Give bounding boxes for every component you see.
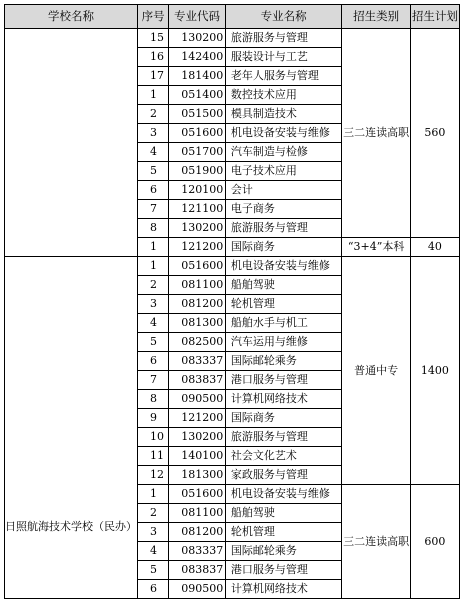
- major-name: 模具制造技术: [225, 105, 342, 124]
- header-row: [5, 5, 460, 29]
- row-index: 8: [138, 219, 169, 238]
- row-index: 4: [138, 542, 169, 561]
- row-index: 15: [138, 29, 169, 48]
- major-code: 181400: [169, 67, 226, 86]
- major-code: 082500: [169, 333, 226, 352]
- major-code: 051500: [169, 105, 226, 124]
- major-code: 081100: [169, 276, 226, 295]
- major-name: 数控技术应用: [225, 86, 342, 105]
- major-code: 051600: [169, 257, 226, 276]
- category-cell: 普通中专: [342, 257, 410, 485]
- major-name: 船舶驾驶: [225, 504, 342, 523]
- major-name: 汽车制造与检修: [225, 143, 342, 162]
- major-code: 051400: [169, 86, 226, 105]
- major-code: 081200: [169, 295, 226, 314]
- row-index: 4: [138, 314, 169, 333]
- major-name: 港口服务与管理: [225, 561, 342, 580]
- major-code: 051900: [169, 162, 226, 181]
- major-name: 老年人服务与管理: [225, 67, 342, 86]
- major-name: 旅游服务与管理: [225, 219, 342, 238]
- row-index: 9: [138, 409, 169, 428]
- major-code: 090500: [169, 390, 226, 409]
- major-name: 电子商务: [225, 200, 342, 219]
- row-index: 3: [138, 124, 169, 143]
- row-index: 6: [138, 580, 169, 599]
- row-index: 1: [138, 238, 169, 257]
- major-code: 090500: [169, 580, 226, 599]
- major-name: 船舶驾驶: [225, 276, 342, 295]
- major-name: 旅游服务与管理: [225, 29, 342, 48]
- plan-cell: 40: [410, 238, 459, 257]
- category-cell: 三二连读高职: [342, 485, 410, 599]
- row-index: 5: [138, 561, 169, 580]
- row-index: 16: [138, 48, 169, 67]
- row-index: 8: [138, 390, 169, 409]
- major-name: 计算机网络技术: [225, 390, 342, 409]
- row-index: 17: [138, 67, 169, 86]
- major-code: 120100: [169, 181, 226, 200]
- major-name: 国际邮轮乘务: [225, 542, 342, 561]
- header-major-code: 专业代码: [169, 5, 226, 29]
- plan-cell: 600: [410, 485, 459, 599]
- major-name: 机电设备安装与维修: [225, 257, 342, 276]
- category-cell: “3+4”本科: [342, 238, 410, 257]
- row-index: 6: [138, 181, 169, 200]
- major-code: 121100: [169, 200, 226, 219]
- row-index: 3: [138, 295, 169, 314]
- major-code: 121200: [169, 409, 226, 428]
- major-name: 电子技术应用: [225, 162, 342, 181]
- major-name: 计算机网络技术: [225, 580, 342, 599]
- major-code: 130200: [169, 219, 226, 238]
- row-index: 1: [138, 86, 169, 105]
- major-name: 国际商务: [225, 409, 342, 428]
- major-code: 051600: [169, 485, 226, 504]
- major-code: 081200: [169, 523, 226, 542]
- major-name: 社会文化艺术: [225, 447, 342, 466]
- major-code: 181300: [169, 466, 226, 485]
- major-name: 船舶水手与机工: [225, 314, 342, 333]
- major-code: 051600: [169, 124, 226, 143]
- header-school-name: 学校名称: [5, 5, 138, 29]
- header-enroll-category: 招生类别: [342, 5, 410, 29]
- major-code: 083837: [169, 371, 226, 390]
- school-name-cell: 日照航海技术学校（民办）: [5, 257, 138, 599]
- major-code: 140100: [169, 447, 226, 466]
- major-name: 港口服务与管理: [225, 371, 342, 390]
- major-code: 130200: [169, 29, 226, 48]
- major-name: 国际邮轮乘务: [225, 352, 342, 371]
- major-name: 轮机管理: [225, 295, 342, 314]
- enrollment-table: [4, 4, 460, 599]
- plan-cell: 1400: [410, 257, 459, 485]
- row-index: 5: [138, 162, 169, 181]
- major-name: 机电设备安装与维修: [225, 485, 342, 504]
- table-row: [5, 29, 460, 48]
- row-index: 2: [138, 504, 169, 523]
- row-index: 2: [138, 105, 169, 124]
- major-code: 081300: [169, 314, 226, 333]
- row-index: 3: [138, 523, 169, 542]
- table-row: [5, 257, 460, 276]
- major-code: 130200: [169, 428, 226, 447]
- major-code: 083337: [169, 542, 226, 561]
- row-index: 6: [138, 352, 169, 371]
- major-name: 会计: [225, 181, 342, 200]
- major-code: 142400: [169, 48, 226, 67]
- major-name: 汽车运用与维修: [225, 333, 342, 352]
- school-name-cell: [5, 29, 138, 257]
- major-code: 081100: [169, 504, 226, 523]
- row-index: 11: [138, 447, 169, 466]
- row-index: 7: [138, 371, 169, 390]
- row-index: 1: [138, 485, 169, 504]
- major-name: 旅游服务与管理: [225, 428, 342, 447]
- major-name: 轮机管理: [225, 523, 342, 542]
- header-major-name: 专业名称: [225, 5, 342, 29]
- row-index: 1: [138, 257, 169, 276]
- row-index: 4: [138, 143, 169, 162]
- header-index: 序号: [138, 5, 169, 29]
- category-cell: 三二连读高职: [342, 29, 410, 238]
- major-code: 051700: [169, 143, 226, 162]
- row-index: 10: [138, 428, 169, 447]
- major-code: 121200: [169, 238, 226, 257]
- row-index: 2: [138, 276, 169, 295]
- plan-cell: 560: [410, 29, 459, 238]
- major-name: 服装设计与工艺: [225, 48, 342, 67]
- row-index: 7: [138, 200, 169, 219]
- header-enroll-plan: 招生计划: [410, 5, 459, 29]
- row-index: 5: [138, 333, 169, 352]
- major-name: 机电设备安装与维修: [225, 124, 342, 143]
- row-index: 12: [138, 466, 169, 485]
- major-code: 083337: [169, 352, 226, 371]
- major-name: 国际商务: [225, 238, 342, 257]
- major-code: 083837: [169, 561, 226, 580]
- major-name: 家政服务与管理: [225, 466, 342, 485]
